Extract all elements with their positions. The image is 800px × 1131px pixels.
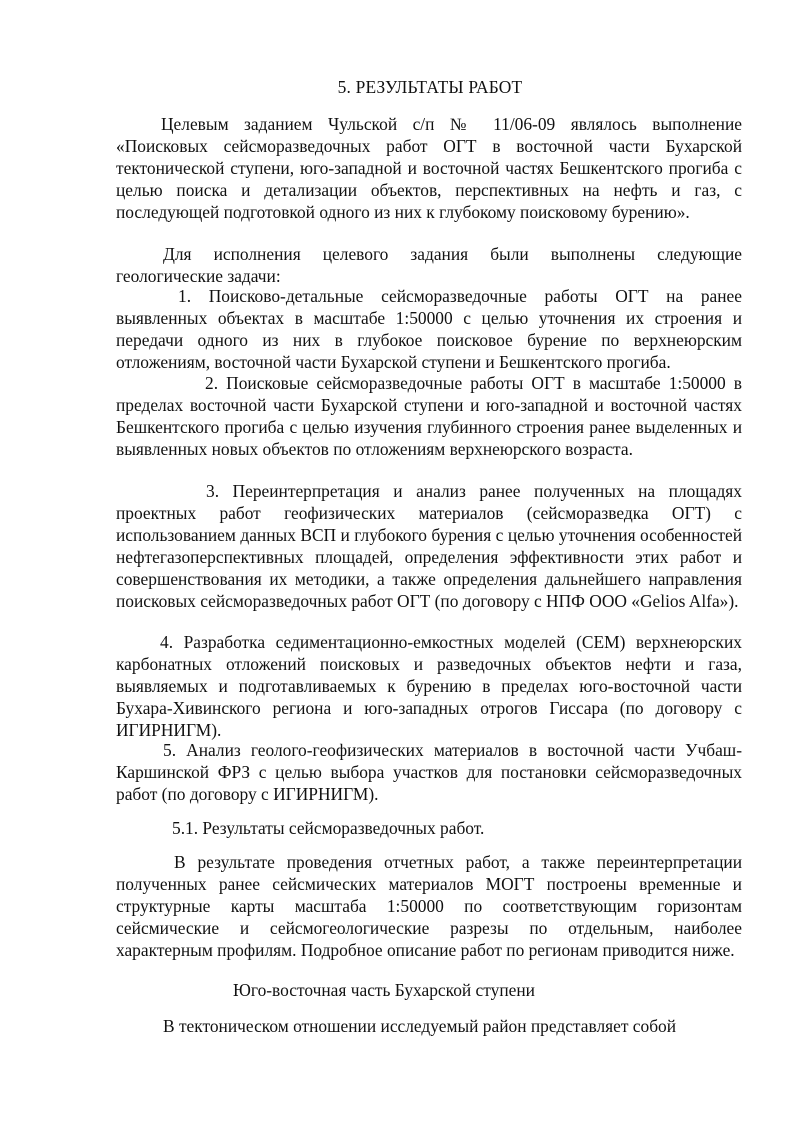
paragraph-tectonic: В тектоническом отношении исследуемый район представляет собой — [163, 1016, 677, 1036]
subsection-heading: 5.1. Результаты сейсморазведочных работ. — [172, 818, 485, 838]
task-item-1: 1. Поисково-детальные сейсморазведочные работы ОГТ на ранее выявленных объектах в масштабе 1:50000 с целью уточнения их строения и передачи одного из них в глубокое поисковое бурение по верхнеюрским отложениям, восточной части Бухарской ступени и Бешкентского прогиба. — [116, 286, 742, 373]
task-item-3: 3. Переинтерпретация и анализ ранее полученных на площадях проектных работ геофизических материалов (сейсморазведка ОГТ) с использованием данных ВСП и глубокого бурения с целью уточнения особенностей нефтегазоперспективных площадей, определения эффективности этих работ и совершенствования их методики, а также определения дальнейшего направления поисковых сейсморазведочных работ ОГТ (по договору с НПФ ООО «Gelios Alfa»). — [116, 481, 742, 612]
region-heading: Юго-восточная часть Бухарской ступени — [233, 980, 535, 1000]
task-item-4: 4. Разработка седиментационно-емкостных моделей (СЕМ) верхнеюрских карбонатных отложений поисковых и разведочных объектов нефти и газа, выявляемых и подготавливаемых к бурению в пределах юго-восточной части Бухара-Хивинского региона и юго-западных отрогов Гиссара (по договору с ИГИРНИГМ). — [116, 632, 742, 741]
paragraph-tasks-intro: Для исполнения целевого задания были выполнены следующие геологические задачи: — [116, 244, 742, 287]
section-title: 5. РЕЗУЛЬТАТЫ РАБОТ — [337, 77, 523, 97]
task-item-2: 2. Поисковые сейсморазведочные работы ОГТ в масштабе 1:50000 в пределах восточной части Бухарской ступени и юго-западной и восточной частях Бешкентского прогиба с целью изучения глубинного строения ранее выделенных и выявленных новых объектов по отложениям верхнеюрского возраста. — [116, 373, 742, 460]
task-item-5: 5. Анализ геолого-геофизических материалов в восточной части Учбаш-Каршинской ФРЗ с целью выбора участков для постановки сейсморазведочных работ (по договору с ИГИРНИГМ). — [116, 740, 742, 805]
paragraph-objective: Целевым заданием Чульской с/п № 11/06-09 являлось выполнение «Поисковых сейсморазведочных работ ОГТ в восточной части Бухарской тектонической ступени, юго-западной и восточной частях Бешкентского прогиба с целью поиска и детализации объектов, перспективных на нефть и газ, с последующей подготовкой одного из них к глубокому поисковому бурению». — [116, 114, 742, 223]
paragraph-results: В результате проведения отчетных работ, а также переинтерпретации полученных ранее сейсмических материалов МОГТ построены временные и структурные карты масштаба 1:50000 по соответствующим горизонтам сейсмические и сейсмогеологические разрезы по отдельным, наиболее характерным профилям. Подробное описание работ по регионам приводится ниже. — [116, 852, 742, 961]
